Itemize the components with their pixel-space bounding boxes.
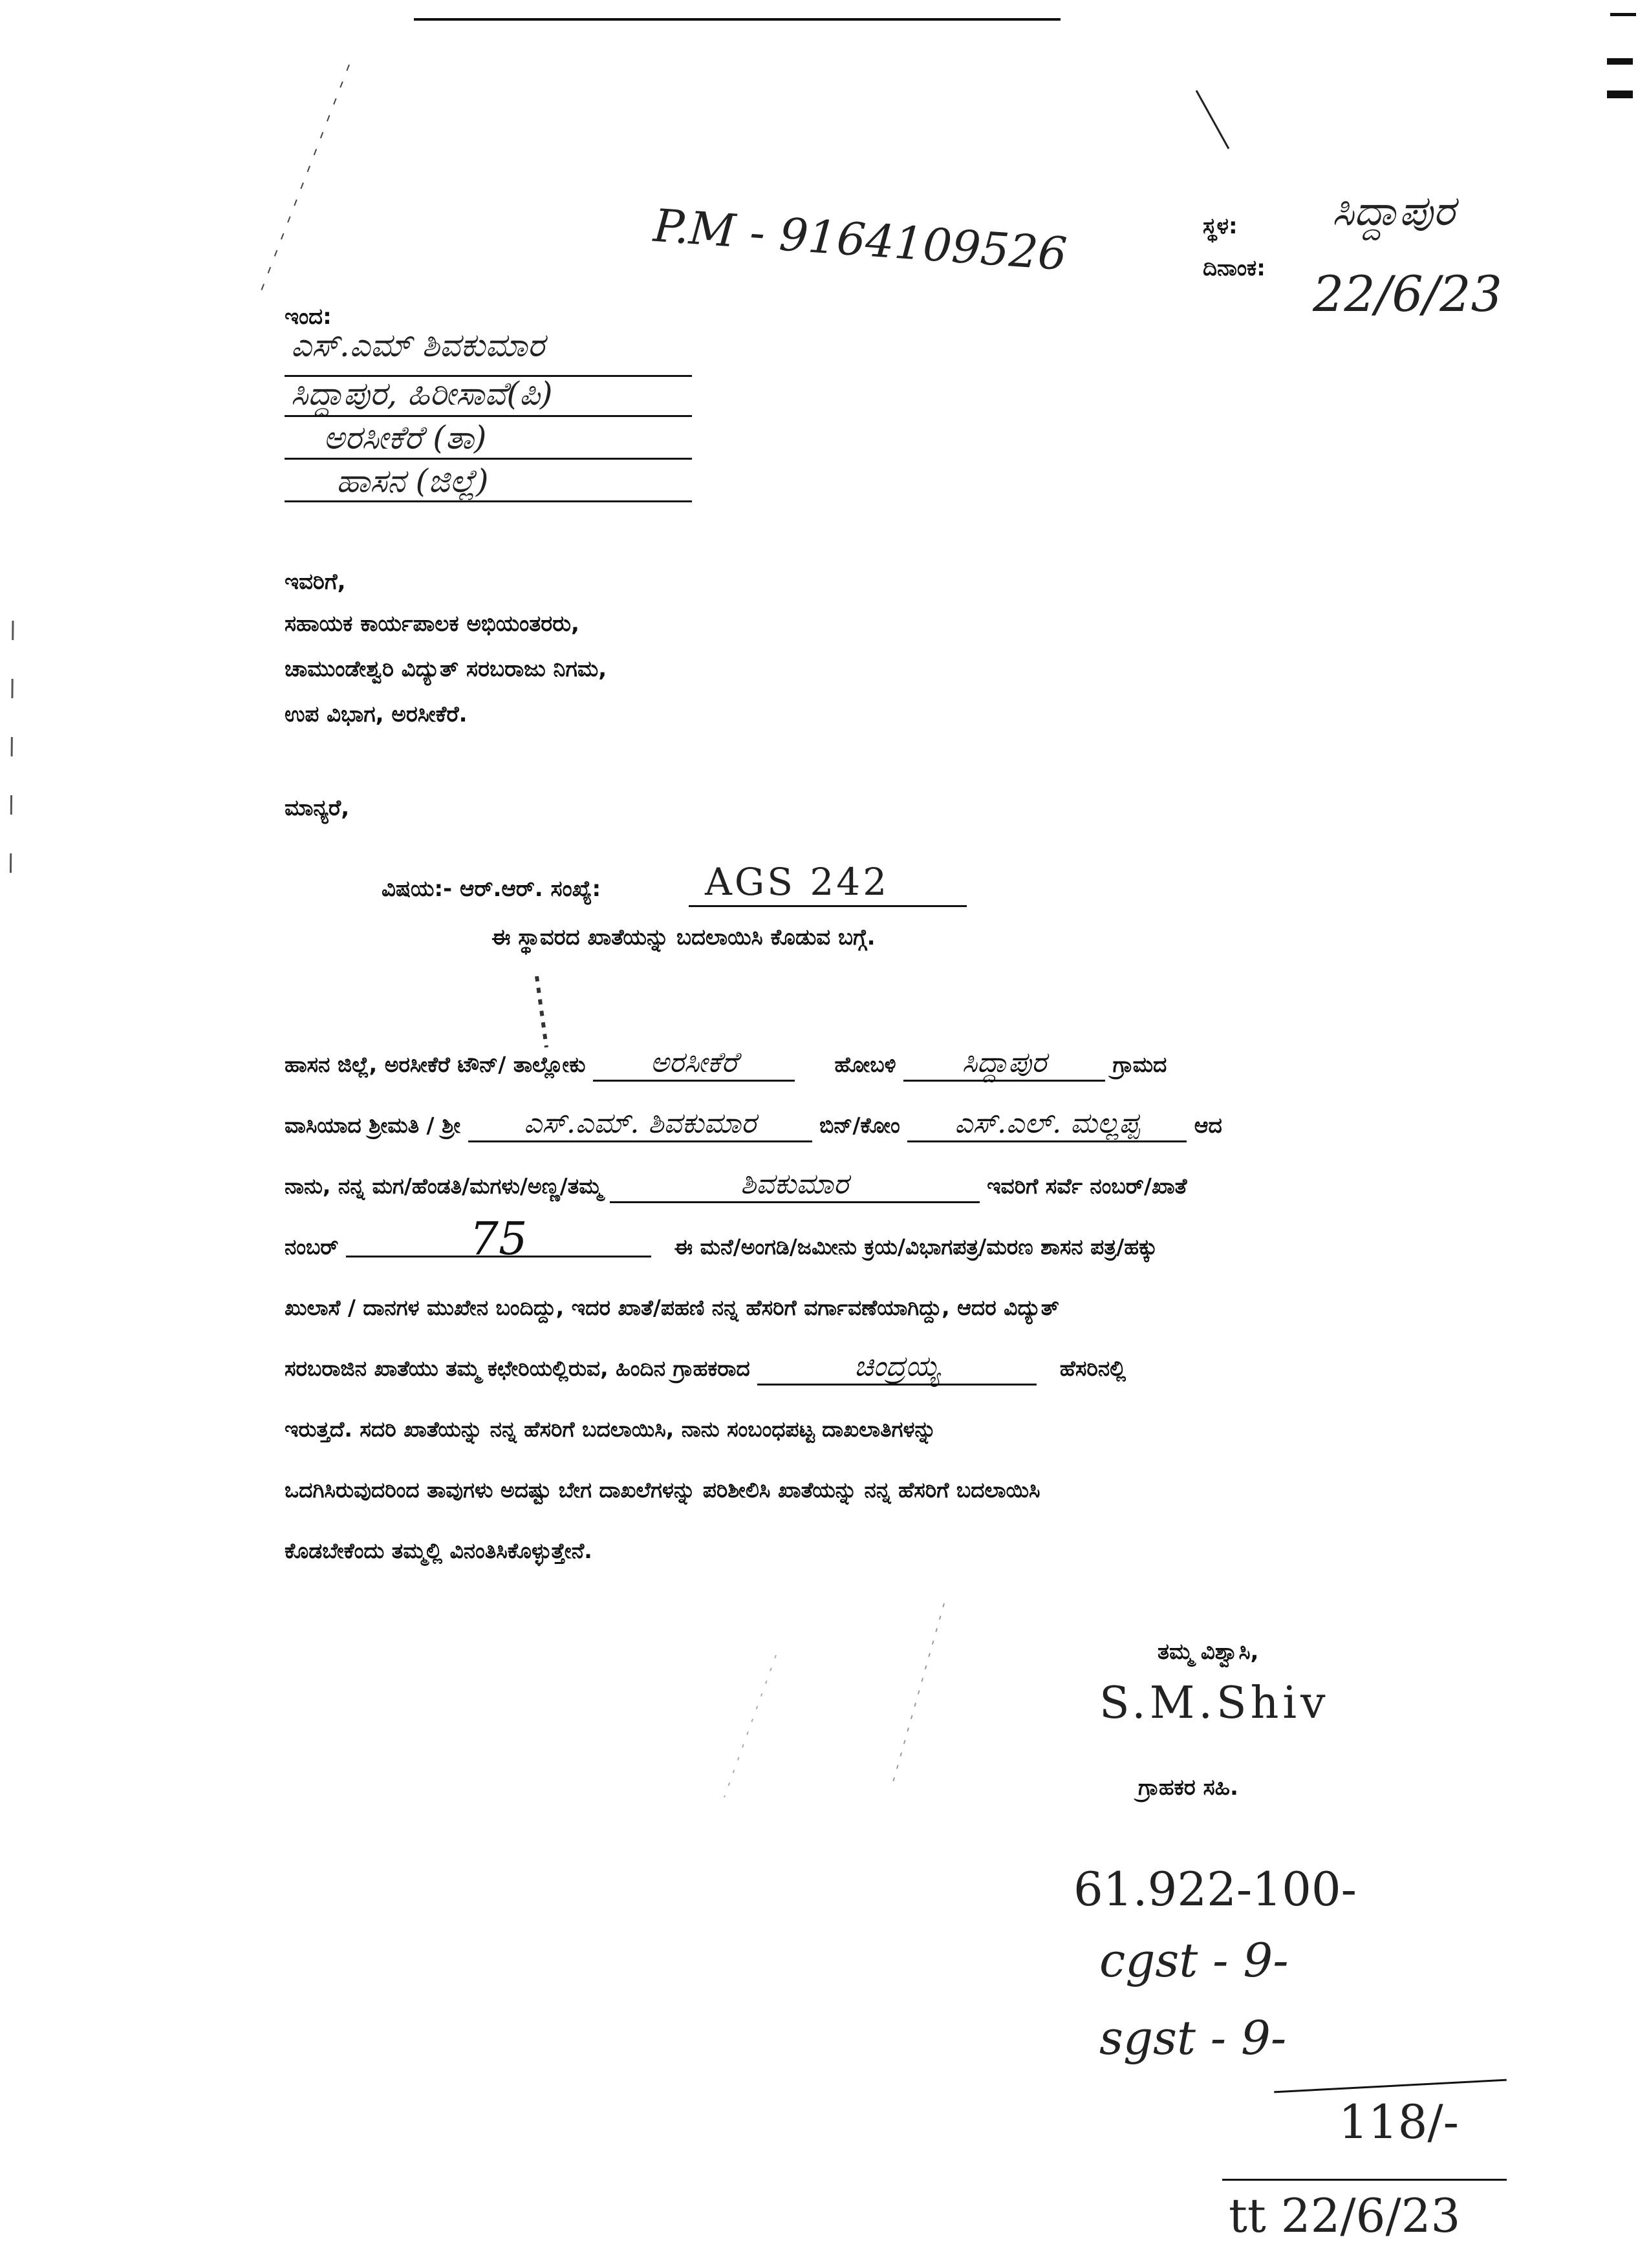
body-line bbox=[285, 1212, 1500, 1278]
yours-faithfully: ತಮ್ಮ ವಿಶ್ವಾಸಿ, bbox=[1158, 1639, 1259, 1665]
body-text: ನಂಬರ್ bbox=[285, 1234, 339, 1259]
to-line: ಇವರಿಗೆ, bbox=[285, 569, 346, 595]
fee-note: sgst - 9- bbox=[1099, 2011, 1287, 2065]
from-line: ಸಿದ್ದಾಪುರ, ಹಿರೀಸಾವೆ(ಪಿ) bbox=[291, 375, 553, 412]
from-rule bbox=[285, 415, 692, 417]
body-line bbox=[285, 1278, 1500, 1338]
salutation: ಮಾನ್ಯರೆ, bbox=[285, 795, 350, 821]
body-text: ಈ ಮನೆ/ಅಂಗಡಿ/ಜಮೀನು ಕ್ರಯ/ವಿಭಾಗಪತ್ರ/ಮರಣ ಶಾಸನ ಪತ್ರ/ಹಕ್ಕು bbox=[674, 1234, 1158, 1259]
body-text: ಕೊಡಬೇಕೆಂದು ತಮ್ಮಲ್ಲಿ ವಿನಂತಿಸಿಕೊಳ್ಳುತ್ತೇನೆ. bbox=[285, 1538, 592, 1563]
fee-note: 61.922-100- bbox=[1073, 1862, 1357, 1916]
body-text: ಇವರಿಗೆ ಸರ್ವೆ ನಂಬರ್/ಖಾತೆ bbox=[987, 1173, 1187, 1199]
body-text: ಖುಲಾಸೆ / ದಾನಗಳ ಮುಖೇನ ಬಂದಿದ್ದು, ಇದರ ಖಾತೆ/ಪಹಣಿ ನನ್ನ ಹೆಸರಿಗೆ ವರ್ಗಾವಣೆಯಾಗಿದ್ದು, ಆದರ ವಿದ್ಯುತ್ bbox=[285, 1295, 1059, 1320]
rr-number: AGS 242 bbox=[705, 860, 890, 904]
subject-line2: ಈ ಸ್ಥಾವರದ ಖಾತೆಯನ್ನು ಬದಲಾಯಿಸಿ ಕೊಡುವ ಬಗ್ಗೆ. bbox=[491, 925, 876, 950]
to-line: ಚಾಮುಂಡೇಶ್ವರಿ ವಿದ್ಯುತ್ ಸರಬರಾಜು ನಿಗಮ, bbox=[285, 656, 607, 682]
survey-number-field: 75 bbox=[346, 1222, 651, 1257]
to-line: ಉಪ ವಿಭಾಗ, ಅರಸೀಕೆರೆ. bbox=[285, 701, 468, 727]
body-line bbox=[285, 1399, 1500, 1460]
from-label: ಇಂದ: bbox=[285, 304, 332, 330]
body-text: ವಾಸಿಯಾದ ಶ್ರೀಮತಿ / ಶ್ರೀ bbox=[285, 1113, 461, 1138]
body-text: ಇರುತ್ತದೆ. ಸದರಿ ಖಾತೆಯನ್ನು ನನ್ನ ಹೆಸರಿಗೆ ಬದಲಾಯಿಸಿ, ನಾನು ಸಂಬಂಧಪಟ್ಟ ದಾಖಲಾತಿಗಳನ್ನು bbox=[285, 1417, 936, 1442]
subject-label: ವಿಷಯ:- ಆರ್.ಆರ್. ಸಂಖ್ಯೆ: bbox=[382, 876, 601, 902]
from-line: ಹಾಸನ (ಜಿಲ್ಲೆ) bbox=[336, 462, 489, 500]
place-label: ಸ್ಥಳ: bbox=[1203, 213, 1238, 239]
signature: S.M.Shiv bbox=[1099, 1678, 1330, 1729]
total-amount: 118/- bbox=[1339, 2095, 1460, 2149]
body-text: ಹಾಸನ ಜಿಲ್ಲೆ, ಅರಸೀಕೆರೆ ಟೌನ್/ ತಾಲ್ಲೋಕು bbox=[285, 1052, 586, 1077]
body-line bbox=[285, 1338, 1500, 1399]
to-line: ಸಹಾಯಕ ಕಾರ್ಯಪಾಲಕ ಅಭಿಯಂತರರು, bbox=[285, 611, 579, 637]
receipt-rule bbox=[1222, 2179, 1507, 2181]
body-line bbox=[285, 1156, 1500, 1217]
date-value: 22/6/23 bbox=[1313, 265, 1502, 323]
phone-number: P.M - 9164109526 bbox=[651, 198, 1069, 281]
from-line: ಅರಸೀಕೆರೆ (ತಾ) bbox=[323, 419, 487, 456]
body-text: ಬಿನ್/ಕೋಂ bbox=[819, 1113, 900, 1138]
receipt-note: tt 22/6/23 bbox=[1229, 2188, 1461, 2243]
body-text: ನಾನು, ನನ್ನ ಮಗ/ಹೆಂಡತಿ/ಮಗಳು/ಅಣ್ಣ/ತಮ್ಮ bbox=[285, 1173, 603, 1199]
signature-label: ಗ್ರಾಹಕರ ಸಹಿ. bbox=[1138, 1775, 1238, 1801]
rr-rule bbox=[689, 905, 967, 907]
fee-note: cgst - 9- bbox=[1099, 1933, 1289, 1987]
body-line bbox=[285, 1034, 1500, 1095]
body-text: ಹೋಬಳಿ bbox=[834, 1052, 896, 1077]
relative-field: ಶಿವಕುಮಾರ bbox=[610, 1168, 980, 1203]
from-line: ಎಸ್.ಎಮ್ ಶಿವಕುಮಾರ bbox=[291, 326, 545, 364]
from-rule bbox=[285, 500, 692, 502]
body-paragraph bbox=[285, 1034, 1500, 1565]
body-text: ಒದಗಿಸಿರುವುದರಿಂದ ತಾವುಗಳು ಅದಷ್ಟು ಬೇಗ ದಾಖಲೆಗಳನ್ನು ಪರಿಶೀಲಿಸಿ ಖಾತೆಯನ್ನು ನನ್ನ ಹೆಸರಿಗೆ ಬದಲಾಯಿಸಿ bbox=[285, 1477, 1040, 1503]
body-text: ಸರಬರಾಜಿನ ಖಾತೆಯು ತಮ್ಮ ಕಛೇರಿಯಲ್ಲಿರುವ, ಹಿಂದಿನ ಗ್ರಾಹಕರಾದ bbox=[285, 1356, 750, 1381]
date-label: ದಿನಾಂಕ: bbox=[1203, 255, 1266, 281]
body-line bbox=[285, 1460, 1500, 1521]
previous-consumer-field: ಚಿಂದ್ರಯ್ಯ bbox=[757, 1350, 1037, 1385]
body-text: ಹೆಸರಿನಲ್ಲಿ bbox=[1059, 1356, 1126, 1381]
body-line bbox=[285, 1095, 1500, 1156]
place-value: ಸಿದ್ದಾಪುರ bbox=[1332, 187, 1455, 235]
body-text: ಆದ bbox=[1194, 1113, 1222, 1138]
name-field: ಎಸ್.ಎಮ್. ಶಿವಕುಮಾರ bbox=[468, 1107, 812, 1142]
father-field: ಎಸ್.ಎಲ್. ಮಲ್ಲಪ್ಪ bbox=[907, 1107, 1187, 1142]
body-text: ಗ್ರಾಮದ bbox=[1112, 1052, 1167, 1077]
hobli-field: ಸಿದ್ದಾಪುರ bbox=[903, 1046, 1105, 1082]
taluk-field: ಅರಸೀಕೆರೆ bbox=[593, 1046, 795, 1082]
body-line bbox=[285, 1521, 1500, 1581]
from-rule bbox=[285, 458, 692, 460]
